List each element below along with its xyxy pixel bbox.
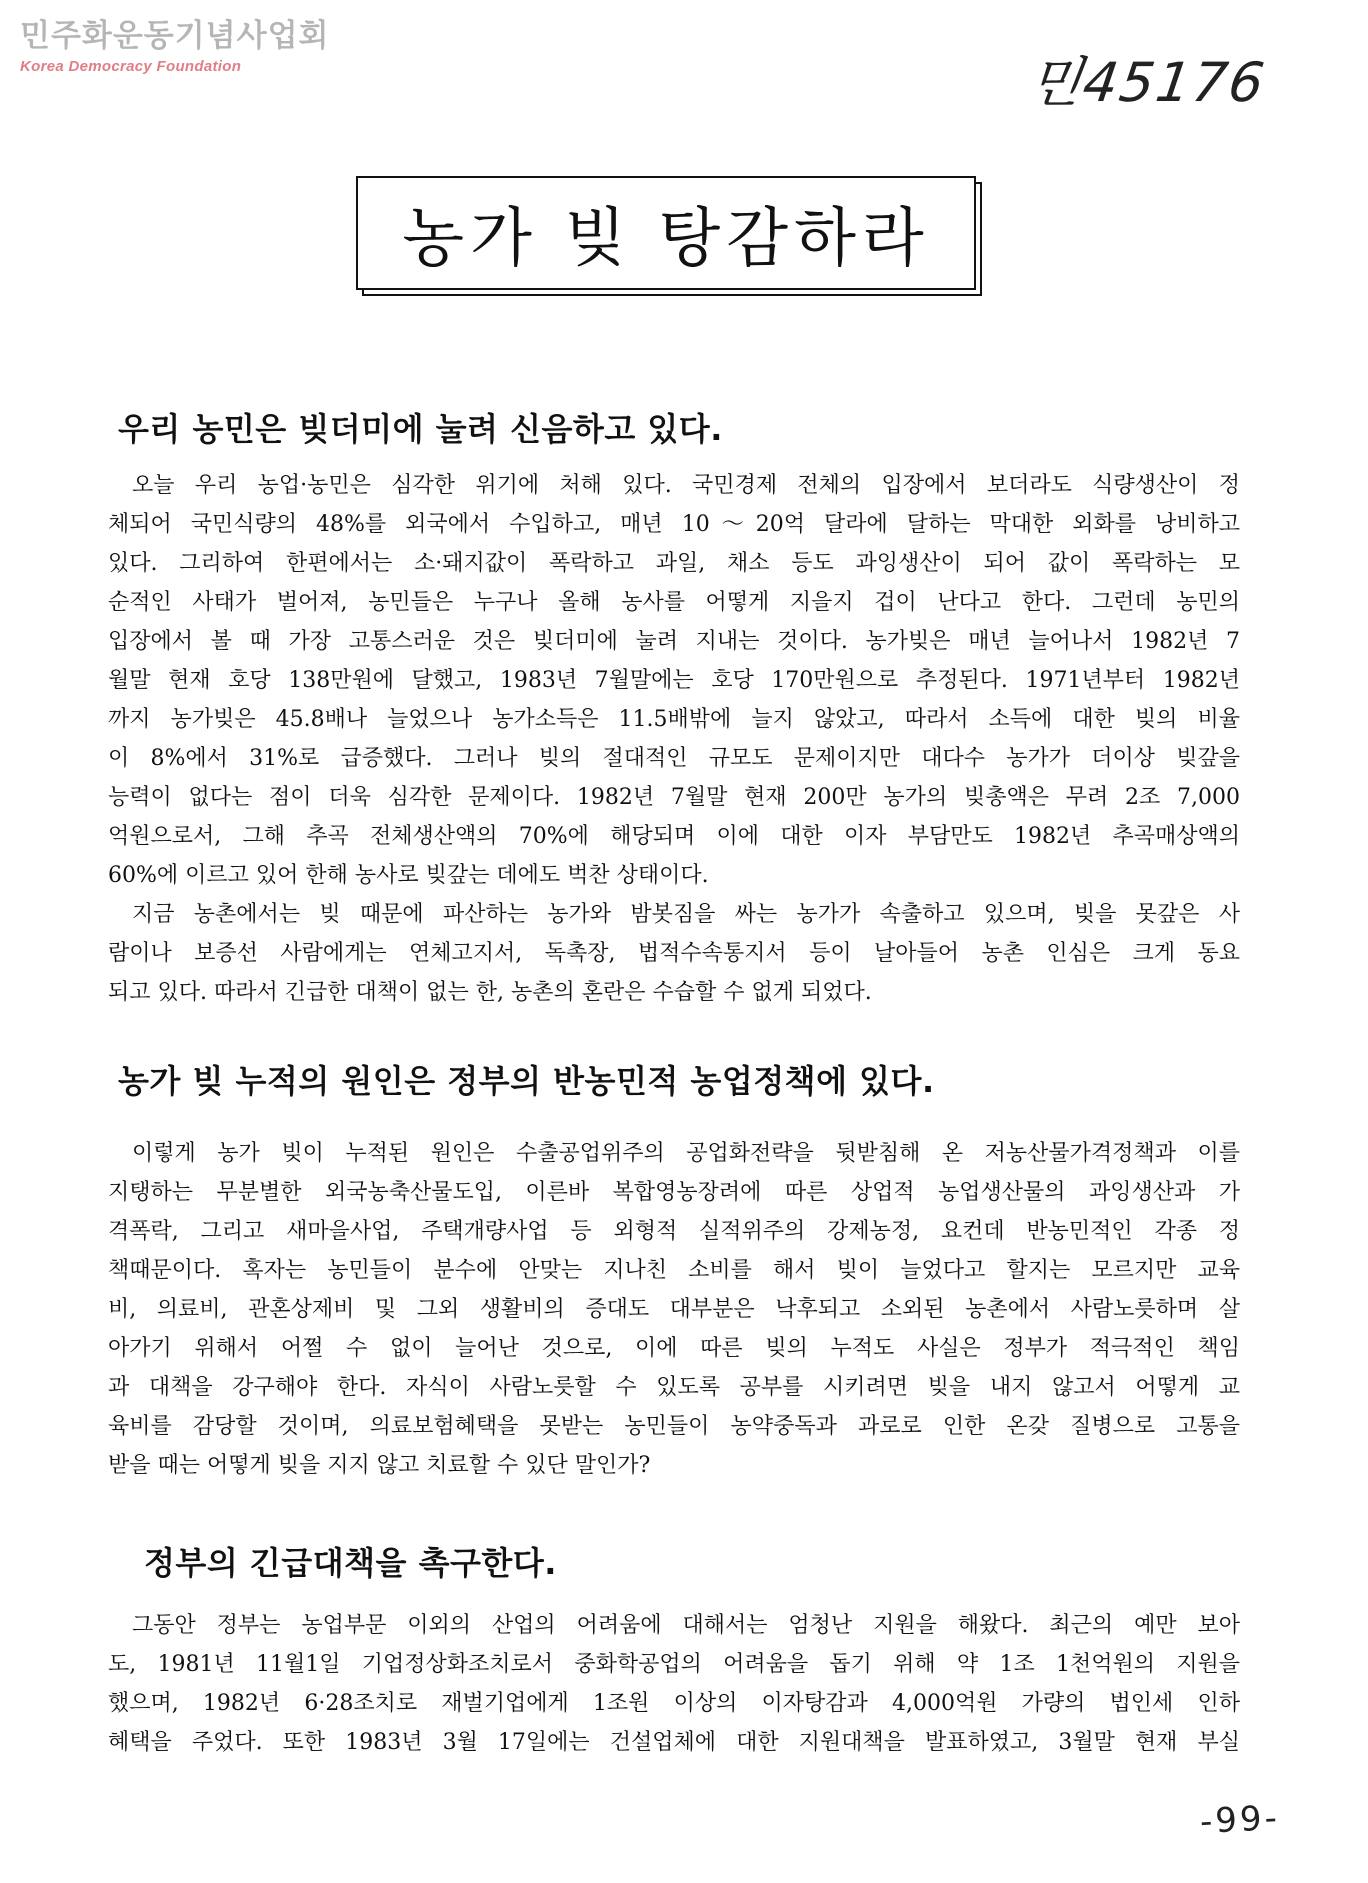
section-heading-2: 농가 빚 누적의 원인은 정부의 반농민적 농업정책에 있다. bbox=[118, 1062, 935, 1100]
text-line: 입장에서 볼 때 가장 고통스러운 것은 빚더미에 눌려 지내는 것이다. 농가빚은 매년 늘어나서 1982년 7 bbox=[108, 629, 1240, 654]
text-line: 격폭락, 그리고 새마을사업, 주택개량사업 등 외형적 실적위주의 강제농정, 요컨데 반농민적인 각종 정 bbox=[108, 1219, 1240, 1244]
text-line: 이렇게 농가 빚이 누적된 원인은 수출공업위주의 공업화전략을 뒷받침해 온 저농산물가격정책과 이를 bbox=[132, 1141, 1240, 1166]
text-line: 육비를 감당할 것이며, 의료보험혜택을 못받는 농민들이 농약중독과 과로로 인한 온갖 질병으로 고통을 bbox=[108, 1414, 1240, 1439]
text-line: 했으며, 1982년 6·28조치로 재벌기업에게 1조원 이상의 이자탕감과 4,000억원 가량의 법인세 인하 bbox=[108, 1691, 1240, 1716]
text-line: 순적인 사태가 벌어져, 농민들은 누구나 올해 농사를 어떻게 지을지 겁이 난다고 한다. 그런데 농민의 bbox=[108, 590, 1240, 615]
text-line: 책때문이다. 혹자는 농민들이 분수에 안맞는 지나친 소비를 해서 빚이 늘었다고 할지는 모르지만 교육 bbox=[108, 1258, 1240, 1283]
text-line: 오늘 우리 농업·농민은 심각한 위기에 처해 있다. 국민경제 전체의 입장에서 보더라도 식량생산이 정 bbox=[132, 473, 1240, 498]
text-line: 되고 있다. 따라서 긴급한 대책이 없는 한, 농촌의 혼란은 수습할 수 없게 되었다. bbox=[108, 980, 872, 1005]
text-line: 60%에 이르고 있어 한해 농사로 빚갚는 데에도 벅찬 상태이다. bbox=[108, 863, 709, 888]
text-line: 람이나 보증선 사람에게는 연체고지서, 독촉장, 법적수속통지서 등이 날아들어 농촌 인심은 크게 동요 bbox=[108, 941, 1240, 966]
section-body-1 bbox=[108, 466, 1240, 1012]
text-line: 받을 때는 어떻게 빚을 지지 않고 치료할 수 있단 말인가? bbox=[108, 1453, 651, 1478]
text-line: 과 대책을 강구해야 한다. 자식이 사람노릇할 수 있도록 공부를 시키려면 빚을 내지 않고서 어떻게 교 bbox=[108, 1375, 1240, 1400]
handwritten-document-number: 민45176 bbox=[1025, 51, 1270, 114]
text-line: 지금 농촌에서는 빚 때문에 파산하는 농가와 밤봇짐을 싸는 농가가 속출하고 있으며, 빚을 못갚은 사 bbox=[132, 902, 1240, 927]
text-line: 억원으로서, 그해 추곡 전체생산액의 70%에 해당되며 이에 대한 이자 부담만도 1982년 추곡매상액의 bbox=[108, 824, 1240, 849]
section-heading-3: 정부의 긴급대책을 촉구한다. bbox=[144, 1544, 557, 1582]
text-line: 지탱하는 무분별한 외국농축산물도입, 이른바 복합영농장려에 따른 상업적 농업생산물의 과잉생산과 가 bbox=[108, 1180, 1240, 1205]
text-line: 그동안 정부는 농업부문 이외의 산업의 어려움에 대해서는 엄청난 지원을 해왔다. 최근의 예만 보아 bbox=[132, 1613, 1240, 1638]
text-line: 체되어 국민식량의 48%를 외국에서 수입하고, 매년 10～20억 달라에 달하는 막대한 외화를 낭비하고 bbox=[108, 512, 1240, 537]
document-title: 농가 빚 탕감하라 bbox=[402, 202, 930, 276]
section-heading-1: 우리 농민은 빚더미에 눌려 신음하고 있다. bbox=[118, 410, 723, 448]
handwritten-page-mark: -99- bbox=[1199, 1797, 1281, 1843]
text-line: 아가기 위해서 어쩔 수 없이 늘어난 것으로, 이에 따른 빚의 누적도 사실은 정부가 적극적인 책임 bbox=[108, 1336, 1240, 1361]
text-line: 능력이 없다는 점이 더욱 심각한 문제이다. 1982년 7월말 현재 200만 농가의 빚총액은 무려 2조 7,000 bbox=[108, 785, 1240, 810]
text-line: 도, 1981년 11월1일 기업정상화조치로서 중화학공업의 어려움을 돕기 위해 약 1조 1천억원의 지원을 bbox=[108, 1652, 1240, 1677]
text-line: 까지 농가빚은 45.8배나 늘었으나 농가소득은 11.5배밖에 늘지 않았고, 따라서 소득에 대한 빚의 비율 bbox=[108, 707, 1240, 732]
text-line: 월말 현재 호당 138만원에 달했고, 1983년 7월말에는 호당 170만원으로 추정된다. 1971년부터 1982년 bbox=[108, 668, 1240, 693]
logo-text-english: Korea Democracy Foundation bbox=[20, 58, 242, 75]
text-line: 있다. 그리하여 한편에서는 소·돼지값이 폭락하고 과일, 채소 등도 과잉생산이 되어 값이 폭락하는 모 bbox=[108, 551, 1240, 576]
text-line: 비, 의료비, 관혼상제비 및 그외 생활비의 증대도 대부분은 낙후되고 소외된 농촌에서 사람노릇하며 살 bbox=[108, 1297, 1240, 1322]
section-body-2 bbox=[108, 1134, 1240, 1485]
text-line: 이 8%에서 31%로 급증했다. 그러나 빚의 절대적인 규모도 문제이지만 대다수 농가가 더이상 빚갚을 bbox=[108, 746, 1240, 771]
logo-text-korean: 민주화운동기념사업회 bbox=[20, 18, 330, 54]
section-body-3 bbox=[108, 1606, 1240, 1762]
text-line: 혜택을 주었다. 또한 1983년 3월 17일에는 건설업체에 대한 지원대책을 발표하였고, 3월말 현재 부실 bbox=[108, 1730, 1240, 1755]
foundation-logo bbox=[20, 18, 329, 76]
title-box bbox=[356, 176, 976, 290]
